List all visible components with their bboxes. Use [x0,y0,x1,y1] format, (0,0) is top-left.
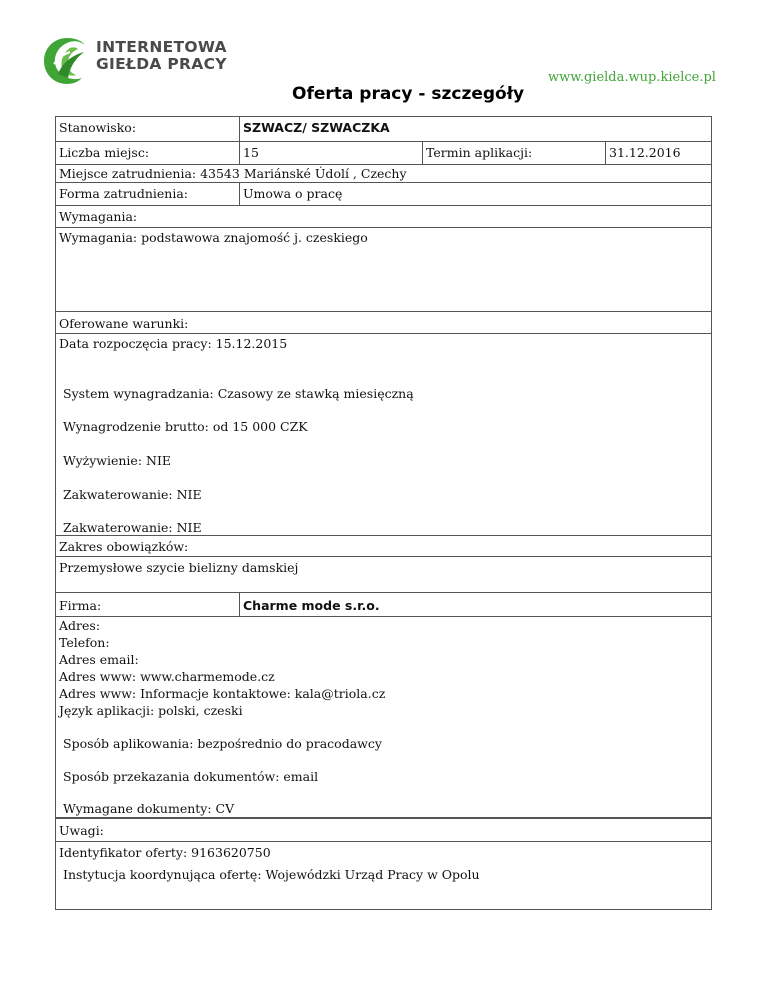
conditions-header: Oferowane warunki: [59,316,189,331]
employment-row [56,182,711,206]
offer-form [55,116,712,910]
places-label: Liczba miejsc: [59,145,150,160]
places-row [56,141,711,165]
logo [40,34,240,88]
company-row [56,592,711,617]
position-row [56,117,711,141]
contact-content [56,616,711,818]
application-method: Sposób aplikowania: bezpośrednio do pracodawcy [63,736,382,751]
condition-pay-system: System wynagradzania: Czasowy ze stawką miesięczną [63,386,414,401]
condition-housing-repeat: Zakwaterowanie: NIE [63,520,202,535]
requirements-text: Wymagania: podstawowa znajomość j. czeskiego [59,230,368,245]
contact-phone: Telefon: [59,635,110,650]
condition-housing: Zakwaterowanie: NIE [63,487,202,502]
location-text: Miejsce zatrudnienia: 43543 Mariánské Údolí , Czechy [59,166,407,181]
deadline-label: Termin aplikacji: [422,142,605,165]
requirements-header-row [56,205,711,228]
site-url-link[interactable]: www.gielda.wup.kielce.pl [548,70,716,85]
conditions-header-row [56,311,711,334]
requirements-content [56,227,711,312]
logo-line2: GIEŁDA PRACY [96,55,227,73]
requirements-header: Wymagania: [59,209,138,224]
places-value: 15 [239,142,422,165]
coordinating-institution: Instytucja koordynująca ofertę: Wojewódzki Urząd Pracy w Opolu [63,867,480,882]
employment-label: Forma zatrudnienia: [59,186,189,201]
contact-www: Adres www: www.charmemode.cz [59,669,275,684]
contact-www-info: Adres www: Informacje kontaktowe: kala@triola.cz [59,686,386,701]
company-value: Charme mode s.r.o. [239,593,711,617]
duties-content [56,556,711,593]
position-value: SZWACZ/ SZWACZKA [239,117,711,141]
company-label: Firma: [59,598,102,613]
conditions-content [56,333,711,536]
location-row [56,164,711,183]
logo-line1: INTERNETOWA [96,38,227,56]
contact-address: Adres: [59,618,101,633]
position-label: Stanowisko: [59,120,137,135]
duties-header-row [56,535,711,557]
notes-header-row [56,817,711,843]
duties-header: Zakres obowiązków: [59,539,189,554]
required-documents: Wymagane dokumenty: CV [63,801,235,816]
notes-content [56,841,711,911]
document-delivery: Sposób przekazania dokumentów: email [63,769,319,784]
condition-salary: Wynagrodzenie brutto: od 15 000 CZK [63,419,308,434]
application-language: Język aplikacji: polski, czeski [59,703,243,718]
duties-text: Przemysłowe szycie bielizny damskiej [59,560,299,575]
deadline-value: 31.12.2016 [605,142,711,165]
contact-email: Adres email: [59,652,139,667]
notes-header: Uwagi: [59,823,104,838]
employment-value: Umowa o pracę [239,183,711,206]
page-title: Oferta pracy - szczegóły [292,84,525,104]
logo-text [96,39,227,73]
condition-meals: Wyżywienie: NIE [63,453,172,468]
condition-start-date: Data rozpoczęcia pracy: 15.12.2015 [59,336,288,351]
logo-emblem-icon [40,34,94,88]
offer-id: Identyfikator oferty: 9163620750 [59,845,271,860]
